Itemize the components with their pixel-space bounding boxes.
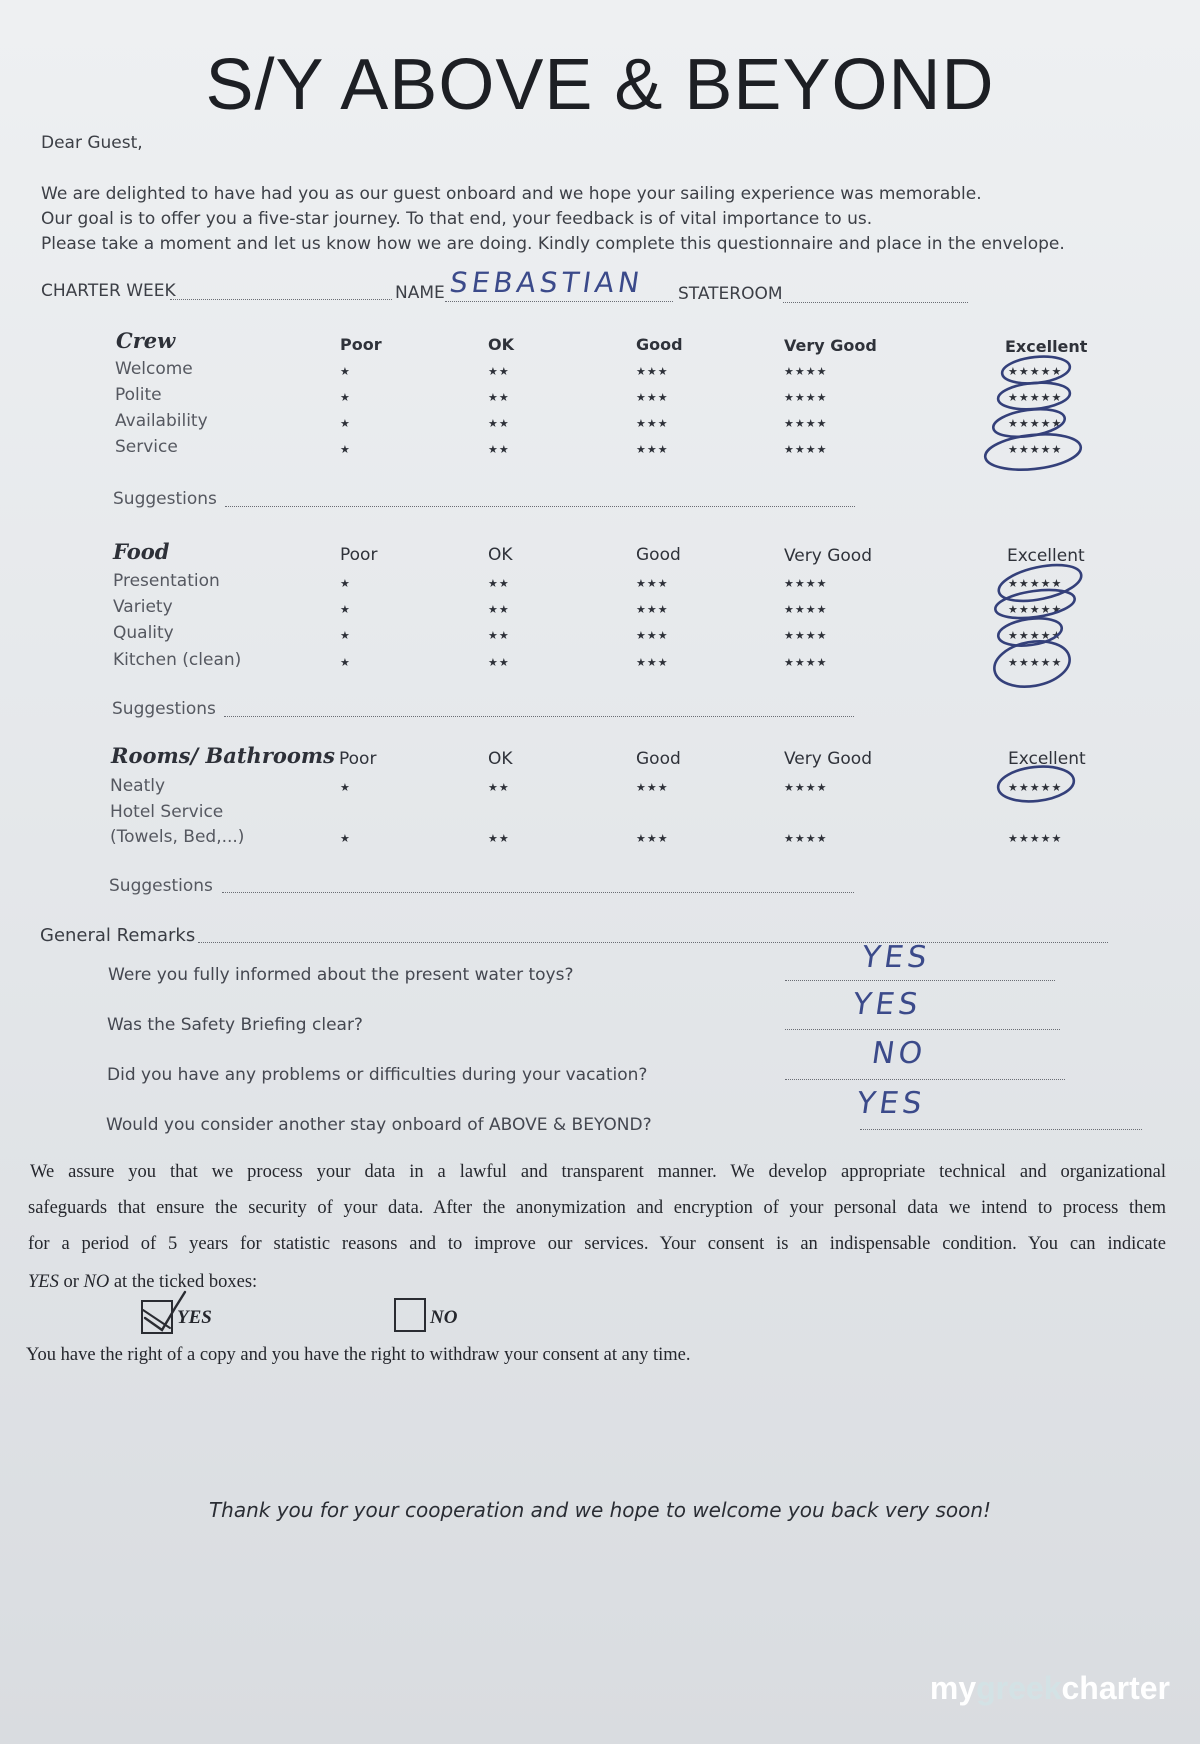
consent-no-label: NO [430, 1307, 458, 1328]
rooms-row-hotel-service: Hotel Service [110, 802, 224, 822]
food-row-3-rating-5-stars[interactable]: ★★★★★ [1008, 629, 1063, 642]
crew-row-service: Service [115, 437, 178, 457]
food-presentation-circle [996, 559, 1085, 608]
crew-row-4-rating-2-stars[interactable]: ★★ [488, 443, 510, 456]
rooms-row-2-rating-1-stars[interactable]: ★ [340, 832, 351, 845]
general-remarks-label: General Remarks [40, 925, 196, 946]
crew-row-polite: Polite [115, 385, 162, 405]
crew-row-2-rating-5-stars[interactable]: ★★★★★ [1008, 391, 1063, 404]
consent-rights: You have the right of a copy and you have the right to withdraw your consent at any time. [26, 1345, 691, 1365]
rooms-row-1-rating-2-stars[interactable]: ★★ [488, 781, 510, 794]
food-row-3-rating-2-stars[interactable]: ★★ [488, 629, 510, 642]
question-problems: Did you have any problems or difficulties during your vacation? [107, 1065, 648, 1085]
consent-line-3: for a period of 5 years for statistic reasons and to improve our services. Your consent is an indispensable condition. You can indicate [28, 1234, 1166, 1254]
crew-suggestions-label: Suggestions [113, 489, 217, 509]
crew-row-2-rating-3-stars[interactable]: ★★★ [636, 391, 669, 404]
crew-row-4-rating-3-stars[interactable]: ★★★ [636, 443, 669, 456]
crew-row-welcome: Welcome [115, 359, 193, 379]
consent-yes-word: YES [28, 1272, 59, 1292]
crew-row-4-rating-1-stars[interactable]: ★ [340, 443, 351, 456]
rooms-row-1-rating-5-stars[interactable]: ★★★★★ [1008, 781, 1063, 794]
food-row-3-rating-1-stars[interactable]: ★ [340, 629, 351, 642]
form-title: S/Y ABOVE & BEYOND [205, 45, 995, 125]
food-col-good: Good [636, 545, 681, 565]
food-row-4-rating-3-stars[interactable]: ★★★ [636, 656, 669, 669]
rooms-row-2-rating-2-stars[interactable]: ★★ [488, 832, 510, 845]
crew-row-4-rating-4-stars[interactable]: ★★★★ [784, 443, 828, 456]
food-section-title: Food [113, 539, 170, 564]
rooms-row-1-rating-1-stars[interactable]: ★ [340, 781, 351, 794]
crew-polite-circle [997, 380, 1071, 412]
rooms-row-2-rating-5-stars[interactable]: ★★★★★ [1008, 832, 1063, 845]
food-row-2-rating-2-stars[interactable]: ★★ [488, 603, 510, 616]
crew-row-3-rating-4-stars[interactable]: ★★★★ [784, 417, 828, 430]
consent-or-word: or [58, 1272, 84, 1292]
food-row-1-rating-3-stars[interactable]: ★★★ [636, 577, 669, 590]
answer-problems: NO [869, 1036, 929, 1071]
rooms-row-2-rating-4-stars[interactable]: ★★★★ [784, 832, 828, 845]
food-col-poor: Poor [340, 545, 378, 565]
rooms-col-good: Good [636, 749, 681, 769]
rooms-row-1-rating-3-stars[interactable]: ★★★ [636, 781, 669, 794]
rooms-row-neatly: Neatly [110, 776, 166, 796]
food-suggestions-label: Suggestions [112, 699, 216, 719]
crew-col-poor: Poor [340, 335, 382, 354]
answer-safety-briefing: YES [850, 987, 924, 1022]
name-handwritten: SEBASTIAN [447, 266, 646, 299]
crew-row-3-rating-1-stars[interactable]: ★ [340, 417, 351, 430]
food-row-variety: Variety [113, 597, 173, 617]
rooms-col-very-good: Very Good [784, 749, 872, 769]
food-col-ok: OK [488, 545, 513, 565]
charter-week-label: CHARTER WEEK [41, 281, 176, 301]
food-row-3-rating-3-stars[interactable]: ★★★ [636, 629, 669, 642]
consent-ticked-boxes-text: at the ticked boxes: [109, 1272, 258, 1292]
watermark-charter: charter [1061, 1670, 1170, 1706]
food-row-4-rating-5-stars[interactable]: ★★★★★ [1008, 656, 1063, 669]
food-row-3-rating-4-stars[interactable]: ★★★★ [784, 629, 828, 642]
thank-you-message: Thank you for your cooperation and we hope to welcome you back very soon! [208, 1498, 992, 1522]
consent-line-2: safeguards that ensure the security of your data. After the anonymization and encryption of your personal data we intend to process them [28, 1198, 1166, 1218]
crew-row-2-rating-4-stars[interactable]: ★★★★ [784, 391, 828, 404]
rooms-col-ok: OK [488, 749, 513, 769]
food-row-1-rating-1-stars[interactable]: ★ [340, 577, 351, 590]
crew-col-good: Good [636, 335, 683, 354]
intro-line-2: Our goal is to offer you a five-star journey. To that end, your feedback is of vital importance to us. [41, 209, 873, 229]
crew-row-2-rating-2-stars[interactable]: ★★ [488, 391, 510, 404]
rooms-neatly-circle [996, 763, 1075, 805]
crew-section-title: Crew [116, 328, 176, 353]
crew-row-4-rating-5-stars[interactable]: ★★★★★ [1008, 443, 1063, 456]
answer-water-toys: YES [859, 940, 933, 975]
food-variety-circle [994, 586, 1077, 623]
food-row-4-rating-1-stars[interactable]: ★ [340, 656, 351, 669]
crew-row-1-rating-5-stars[interactable]: ★★★★★ [1008, 365, 1063, 378]
consent-no-word: NO [83, 1272, 110, 1292]
rooms-suggestions-label: Suggestions [109, 876, 213, 896]
rooms-row-towels-bed: (Towels, Bed,...) [110, 827, 245, 847]
crew-col-very-good: Very Good [784, 336, 877, 355]
crew-row-3-rating-3-stars[interactable]: ★★★ [636, 417, 669, 430]
watermark-greek: greek [976, 1670, 1062, 1706]
stateroom-label: STATEROOM [678, 284, 783, 304]
crew-row-3-rating-5-stars[interactable]: ★★★★★ [1008, 417, 1063, 430]
crew-row-1-rating-2-stars[interactable]: ★★ [488, 365, 510, 378]
food-row-kitchen: Kitchen (clean) [113, 650, 242, 670]
watermark-my: my [929, 1670, 977, 1706]
food-row-4-rating-4-stars[interactable]: ★★★★ [784, 656, 828, 669]
question-another-stay: Would you consider another stay onboard of ABOVE & BEYOND? [106, 1115, 652, 1135]
answer-another-stay: YES [854, 1086, 928, 1121]
food-row-quality: Quality [113, 623, 174, 643]
rooms-row-1-rating-4-stars[interactable]: ★★★★ [784, 781, 828, 794]
rooms-section-title: Rooms/ Bathrooms [111, 743, 335, 768]
rooms-col-excellent: Excellent [1008, 749, 1086, 769]
food-row-2-rating-5-stars[interactable]: ★★★★★ [1008, 603, 1063, 616]
rooms-row-2-rating-3-stars[interactable]: ★★★ [636, 832, 669, 845]
food-col-excellent: Excellent [1007, 546, 1085, 566]
food-row-2-rating-3-stars[interactable]: ★★★ [636, 603, 669, 616]
food-row-2-rating-1-stars[interactable]: ★ [340, 603, 351, 616]
crew-row-1-rating-4-stars[interactable]: ★★★★ [784, 365, 828, 378]
name-label: NAME [395, 283, 445, 303]
food-col-very-good: Very Good [784, 546, 872, 566]
question-water-toys: Were you fully informed about the present water toys? [108, 965, 574, 985]
crew-row-1-rating-3-stars[interactable]: ★★★ [636, 365, 669, 378]
food-row-1-rating-4-stars[interactable]: ★★★★ [784, 577, 828, 590]
question-safety-briefing: Was the Safety Briefing clear? [107, 1015, 363, 1035]
food-row-2-rating-4-stars[interactable]: ★★★★ [784, 603, 828, 616]
intro-line-1: We are delighted to have had you as our guest onboard and we hope your sailing experience was memorable. [41, 184, 982, 204]
crew-row-availability: Availability [115, 411, 208, 431]
crew-row-3-rating-2-stars[interactable]: ★★ [488, 417, 510, 430]
intro-line-3: Please take a moment and let us know how we are doing. Kindly complete this questionnaire and place in the envelope. [41, 234, 1065, 254]
consent-yes-label: YES [177, 1307, 212, 1328]
food-row-1-rating-5-stars[interactable]: ★★★★★ [1008, 577, 1063, 590]
rooms-col-poor: Poor [339, 749, 377, 769]
food-row-1-rating-2-stars[interactable]: ★★ [488, 577, 510, 590]
food-row-4-rating-2-stars[interactable]: ★★ [488, 656, 510, 669]
food-row-presentation: Presentation [113, 571, 220, 591]
crew-col-ok: OK [488, 335, 514, 354]
crew-row-1-rating-1-stars[interactable]: ★ [340, 365, 351, 378]
greeting: Dear Guest, [41, 133, 143, 153]
crew-row-2-rating-1-stars[interactable]: ★ [340, 391, 351, 404]
crew-col-excellent: Excellent [1005, 337, 1088, 356]
consent-line-1: We assure you that we process your data in a lawful and transparent manner. We develop appropriate technical and organizational [30, 1162, 1166, 1182]
